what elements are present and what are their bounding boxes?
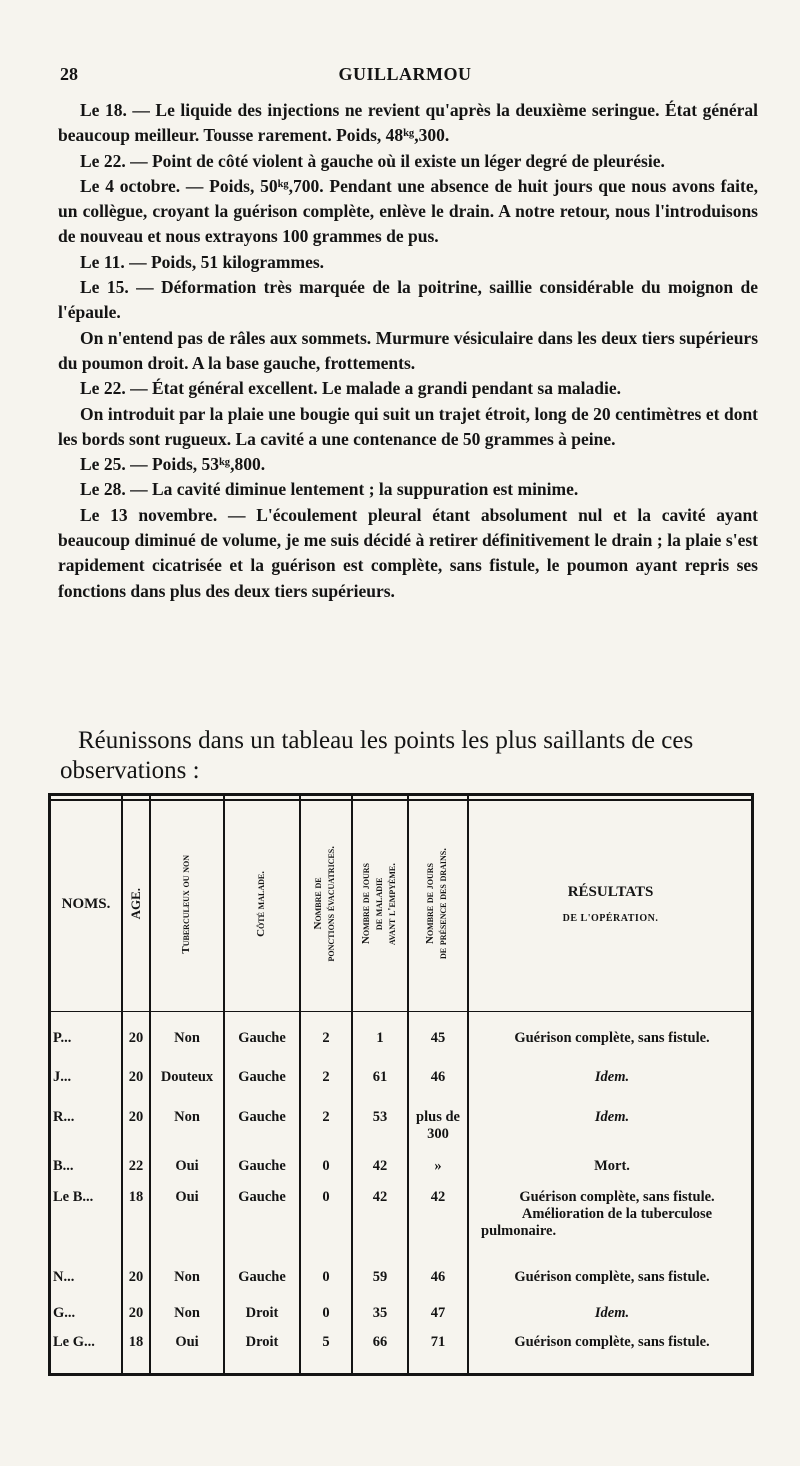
cell-name: G...: [53, 1305, 76, 1321]
cell-age: 20: [128, 1269, 144, 1285]
header-cote-cell: [223, 804, 299, 1004]
cell-resultat: Guérison complète, sans fistule.: [514, 1030, 710, 1046]
cell-age: 20: [128, 1030, 144, 1046]
cell-name: R...: [53, 1109, 75, 1125]
cell-age: 20: [128, 1069, 144, 1085]
cell-resultat: Guérison complète, sans fistule.: [514, 1269, 710, 1285]
cell-tuberculeux: Oui: [175, 1334, 199, 1350]
paragraph: Le 22. — État général excellent. Le malade a grandi pendant sa maladie.: [80, 378, 622, 399]
cell-resultat-line: Guérison complète, sans fistule.: [519, 1189, 715, 1205]
header-drains: [424, 848, 450, 959]
header-tuberculeux: Tuberculeux ou non: [179, 854, 192, 954]
cell-cote: Gauche: [238, 1030, 286, 1046]
header-maladie-cell: [351, 804, 407, 1004]
cell-cote: Droit: [245, 1334, 279, 1350]
cell-resultat: Idem.: [594, 1305, 630, 1321]
cell-drains: 45: [430, 1030, 446, 1046]
cell-name: B...: [53, 1158, 74, 1174]
header-drains-line: de présence des drains.: [437, 848, 449, 960]
cell-drains: 46: [430, 1269, 446, 1285]
cell-name: Le G...: [53, 1334, 95, 1350]
cell-name: Le B...: [53, 1189, 94, 1205]
header-resultats-sub: DE L'OPÉRATION.: [562, 913, 659, 924]
page-header: [60, 60, 750, 90]
cell-age: 18: [128, 1189, 144, 1205]
paragraph: Le 22. — Point de côté violent à gauche où il existe un léger degré de pleurésie.: [80, 150, 665, 171]
cell-name: N...: [53, 1269, 75, 1285]
cell-maladie: 42: [372, 1158, 388, 1174]
cell-name: P...: [53, 1030, 72, 1046]
header-drains-cell: [407, 804, 467, 1004]
header-rule: [51, 1011, 751, 1012]
cell-tuberculeux: Non: [174, 1269, 200, 1285]
cell-ponctions: 2: [322, 1109, 330, 1125]
cell-resultat: Guérison complète, sans fistule.: [514, 1334, 710, 1350]
cell-maladie: 61: [372, 1069, 388, 1085]
cell-maladie: 1: [376, 1030, 384, 1046]
cell-ponctions: 2: [322, 1030, 330, 1046]
cell-tuberculeux: Non: [174, 1030, 200, 1046]
cell-tuberculeux: Douteux: [160, 1069, 214, 1085]
header-age: AGE.: [127, 888, 143, 920]
cell-tuberculeux: Oui: [175, 1158, 199, 1174]
cell-ponctions: 2: [322, 1069, 330, 1085]
page-number: 28: [60, 64, 78, 84]
cell-ponctions: 0: [322, 1305, 330, 1321]
header-noms: NOMS.: [61, 895, 111, 912]
header-resultats-cell: [467, 804, 754, 1004]
header-ponctions-line: Nombre de: [312, 877, 324, 931]
cell-drains: 46: [430, 1069, 446, 1085]
cell-maladie: 35: [372, 1305, 388, 1321]
cell-resultat: Mort.: [594, 1158, 630, 1174]
cell-resultat: Idem.: [594, 1069, 630, 1085]
cell-drains: plus de 300: [416, 1109, 460, 1142]
cell-tuberculeux: Non: [174, 1109, 200, 1125]
cell-resultat-line: Amélioration de la tuberculose: [521, 1206, 713, 1222]
paragraph: Le 28. — La cavité diminue lentement ; la suppuration est minime.: [80, 479, 579, 500]
header-ponctions: [312, 846, 338, 961]
cell-drains: »: [434, 1158, 442, 1174]
header-ponctions-cell: [299, 804, 351, 1004]
paragraph: Le 4 octobre. — Poids, 50ᵏᵍ,700. Pendant une absence de huit jours que nous avons faite, un collègue, croyant la guérison complète, enlève le drain. A notre retour, nous l'introduisons de nouveau et nous extrayons 100 grammes de pus.: [58, 175, 758, 247]
body-text: [58, 98, 758, 604]
table-intro: Réunissons dans un tableau les points les plus saillants de ces observations :: [60, 727, 694, 784]
results-table: [48, 793, 754, 1376]
cell-cote: Droit: [245, 1305, 279, 1321]
paragraph: Le 18. — Le liquide des injections ne revient qu'après la deuxième seringue. État général beaucoup meilleur. Tousse rarement. Poids, 48ᵏᵍ,300.: [58, 100, 758, 146]
cell-drains: 42: [430, 1189, 446, 1205]
paragraph: Le 15. — Déformation très marquée de la poitrine, saillie considérable du moignon de l'épaule.: [58, 277, 758, 323]
cell-cote: Gauche: [238, 1109, 286, 1125]
cell-age: 20: [128, 1305, 144, 1321]
cell-ponctions: 0: [322, 1269, 330, 1285]
header-tuberculeux-cell: [149, 804, 223, 1004]
cell-drains: 71: [430, 1334, 446, 1350]
cell-cote: Gauche: [238, 1069, 286, 1085]
header-maladie-line: Nombre de jours: [359, 863, 372, 945]
cell-age: 18: [128, 1334, 144, 1350]
cell-maladie: 59: [372, 1269, 388, 1285]
paragraph: Le 11. — Poids, 51 kilogrammes.: [80, 251, 325, 272]
paragraph: On n'entend pas de râles aux sommets. Murmure vésiculaire dans les deux tiers supérieurs du poumon droit. A la base gauche, frottements.: [58, 327, 758, 373]
paragraph: On introduit par la plaie une bougie qui suit un trajet étroit, long de 20 centimètres et dont les bords sont rugueux. La cavité a une contenance de 50 grammes à peine.: [58, 403, 758, 449]
cell-maladie: 53: [372, 1109, 388, 1125]
cell-resultat: [471, 1189, 753, 1240]
header-drains-line: Nombre de jours: [424, 863, 436, 945]
cell-maladie: 42: [372, 1189, 388, 1205]
cell-maladie: 66: [372, 1334, 388, 1350]
cell-age: 22: [128, 1158, 144, 1174]
cell-resultat-line: pulmonaire.: [481, 1223, 557, 1239]
cell-tuberculeux: Non: [174, 1305, 200, 1321]
cell-ponctions: 0: [322, 1158, 330, 1174]
header-cote: Côté malade.: [254, 871, 267, 937]
cell-cote: Gauche: [238, 1189, 286, 1205]
cell-drains: 47: [430, 1305, 446, 1321]
header-ponctions-line: ponctions évacuatrices.: [325, 846, 337, 962]
paragraph: Le 13 novembre. — L'écoulement pleural étant absolument nul et la cavité ayant beaucoup diminué de volume, je me suis décidé à retirer définitivement le drain ; la plaie s'est rapidement cicatrisée et la guérison est complète, sans fistule, le poumon ayant repris ses fonctions dans plus des deux tiers supérieurs.: [58, 504, 758, 601]
header-resultats: RÉSULTATS: [567, 884, 654, 900]
cell-resultat: Idem.: [594, 1109, 630, 1125]
header-maladie-line: de maladie: [372, 877, 385, 931]
cell-ponctions: 0: [322, 1189, 330, 1205]
cell-name: J...: [53, 1069, 72, 1085]
header-maladie-line: avant l'empyème.: [385, 862, 398, 946]
running-title: GUILLARMOU: [338, 64, 472, 84]
paragraph: Le 25. — Poids, 53ᵏᵍ,800.: [80, 454, 266, 475]
header-maladie: [360, 863, 399, 945]
cell-ponctions: 5: [322, 1334, 330, 1350]
cell-tuberculeux: Oui: [175, 1189, 199, 1205]
cell-cote: Gauche: [238, 1158, 286, 1174]
cell-age: 20: [128, 1109, 144, 1125]
cell-cote: Gauche: [238, 1269, 286, 1285]
header-age-cell: [121, 804, 149, 1004]
